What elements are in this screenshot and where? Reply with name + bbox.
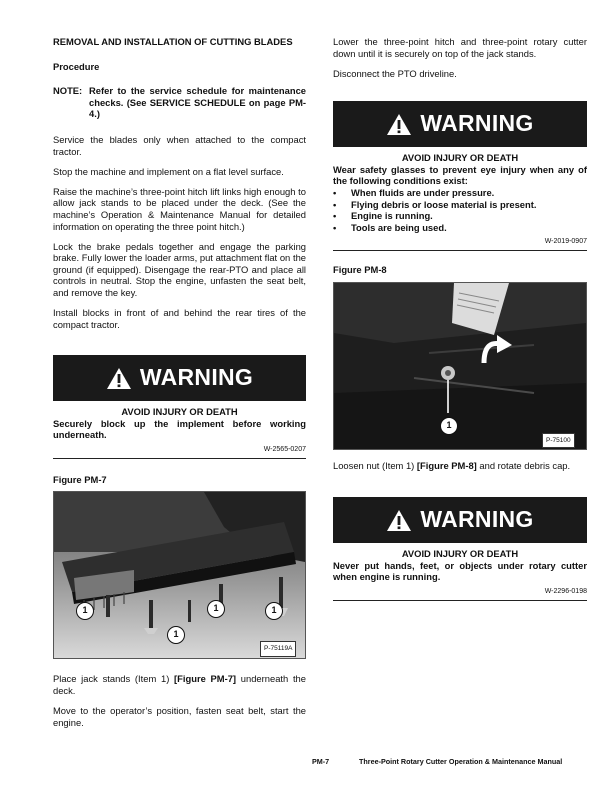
list-item: • Tools are being used.: [333, 222, 587, 234]
paragraph: Raise the machine’s three-point hitch lift links high enough to allow jack stands to be placed under the deck. (See the machine’s Operation & Maintenance Manual for detailed information on operating the three point hitch.): [53, 185, 306, 232]
warning-text: Never put hands, feet, or objects under rotary cutter when engine is running.: [333, 559, 587, 583]
warning-title: WARNING: [420, 110, 534, 137]
figure-pm8-photo: [333, 282, 587, 450]
warning-title: WARNING: [420, 506, 534, 533]
callout-item-1: 1: [440, 417, 458, 435]
callout-item-1: 1: [265, 602, 283, 620]
paragraph: Move to the operator’s position, fasten seat belt, start the engine.: [53, 704, 306, 728]
warning-box: [53, 355, 306, 458]
figure-pm7-photo: [53, 491, 306, 659]
callout-item-1: 1: [76, 602, 94, 620]
figure-label: Figure PM-8: [333, 264, 387, 276]
text: Place jack stands (Item 1): [53, 673, 175, 685]
warning-subtitle: AVOID INJURY OR DEATH: [401, 548, 519, 560]
left-column: [53, 36, 306, 737]
right-column: [333, 36, 587, 601]
warning-divider: [333, 250, 587, 251]
note-block: [53, 85, 306, 120]
warning-subtitle: AVOID INJURY OR DEATH: [401, 152, 519, 164]
text: underneath the deck.: [53, 673, 306, 696]
warning-triangle-icon: [386, 113, 412, 136]
list-item: • When fluids are under pressure.: [333, 187, 587, 199]
photo-id: P-75119A: [260, 641, 296, 657]
warning-banner: [333, 101, 587, 147]
figure-label: Figure PM-7: [53, 473, 107, 485]
warning-divider: [333, 600, 587, 601]
warning-subtitle: AVOID INJURY OR DEATH: [121, 406, 238, 418]
list-item: • Engine is running.: [333, 210, 587, 222]
warning-triangle-icon: [106, 367, 132, 390]
warning-box: [333, 497, 587, 600]
footer-page-number: PM-7: [312, 757, 330, 766]
footer-manual-title: Three-Point Rotary Cutter Operation & Maintenance Manual: [359, 757, 563, 766]
warning-intro: Wear safety glasses to prevent eye injury when any of the following conditions exist:: [333, 163, 587, 187]
warning-code: W-2296-0198: [544, 588, 587, 595]
warning-banner: [53, 355, 306, 401]
text: Loosen nut (Item 1): [333, 459, 417, 471]
note-text: Refer to the service schedule for maintenance checks. (See SERVICE SCHEDULE on page PM-4.): [89, 85, 306, 120]
figure-reference: [Figure PM-7]: [174, 673, 237, 685]
warning-box: [333, 101, 587, 251]
warning-triangle-icon: [386, 509, 412, 532]
warning-code: W-2565-0207: [263, 446, 306, 454]
callout-item-1: 1: [207, 600, 225, 618]
section-heading: REMOVAL AND INSTALLATION OF CUTTING BLADES: [53, 36, 293, 47]
paragraph: Install blocks in front of and behind the rear tires of the compact tractor.: [53, 307, 306, 330]
paragraph-loosen-nut: [333, 460, 587, 472]
deck-nut-photo: [334, 283, 586, 449]
paragraph-jack-stands: [53, 673, 306, 696]
warning-title: WARNING: [139, 364, 254, 391]
paragraph: Disconnect the PTO driveline.: [333, 67, 457, 79]
warning-divider: [53, 458, 306, 459]
paragraph: Stop the machine and implement on a flat level surface.: [53, 165, 284, 177]
figure-reference: [Figure PM-8]: [416, 459, 477, 471]
note-label: NOTE:: [53, 85, 83, 97]
paragraph: Lower the three-point hitch and three-point rotary cutter down until it is securely on top of the jack stands.: [333, 36, 587, 59]
list-item: • Flying debris or loose material is present.: [333, 199, 587, 211]
warning-banner: [333, 497, 587, 543]
procedure-subheading: Procedure: [53, 60, 100, 72]
warning-code: W-2019-0907: [544, 238, 587, 246]
paragraph: Service the blades only when attached to the compact tractor.: [53, 133, 306, 157]
paragraph: Lock the brake pedals together and engage the parking brake. Fully lower the loader arms, put attachment flat on the ground (if equipped). Disengage the rear-PTO and place all controls in neutral. Stop the engine, unfasten the seat belt, and remove the key.: [53, 240, 306, 298]
warning-bullet-list: [333, 187, 587, 233]
callout-item-1: 1: [167, 626, 185, 644]
warning-text: Securely block up the implement before working underneath.: [53, 417, 306, 441]
text: and rotate debris cap.: [476, 459, 571, 471]
photo-id: P-75100: [542, 433, 575, 449]
